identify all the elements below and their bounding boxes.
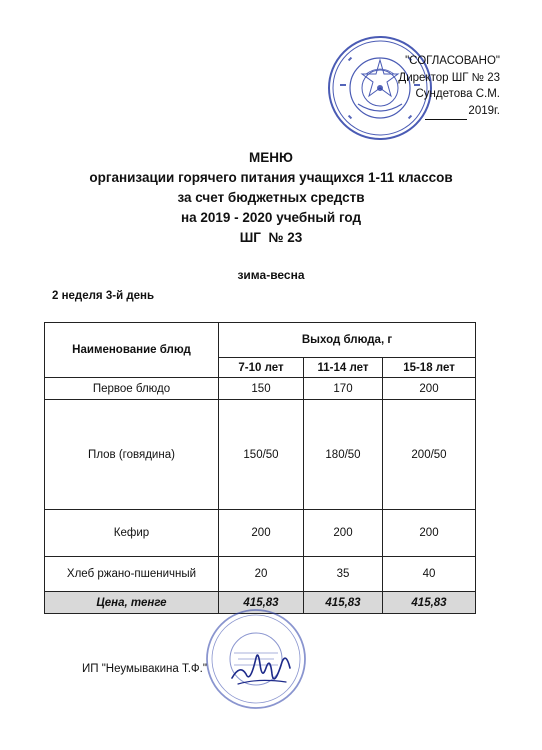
approval-date-suffix: 2019г. (468, 104, 500, 117)
price-value: 415,83 (219, 592, 304, 614)
signature-label: ИП "Неумывакина Т.Ф." (82, 663, 207, 675)
price-value: 415,83 (383, 592, 476, 614)
dish-value: 200 (219, 510, 304, 557)
dish-value: 40 (383, 557, 476, 592)
table-row (45, 557, 476, 592)
header-age-group: 7-10 лет (219, 358, 304, 378)
dish-value: 180/50 (304, 400, 383, 510)
approval-date (360, 103, 500, 121)
price-value: 415,83 (304, 592, 383, 614)
header-dish-name: Наименование блюд (45, 323, 219, 378)
dish-name: Плов (говядина) (45, 400, 219, 510)
dish-value: 150 (219, 378, 304, 400)
approval-block (360, 53, 500, 120)
table-header-row (45, 323, 476, 358)
approval-status: "СОГЛАСОВАНО" (405, 55, 500, 67)
title-line-5: ШГ № 23 (239, 230, 303, 245)
week-day-label: 2 неделя 3-й день (52, 290, 155, 302)
title-line-3: за счет бюджетных средств (177, 190, 365, 205)
header-age-group: 15-18 лет (383, 358, 476, 378)
dish-value: 200 (383, 510, 476, 557)
dish-value: 20 (219, 557, 304, 592)
handwritten-signature (228, 644, 298, 694)
table-row (45, 378, 476, 400)
dish-value: 150/50 (219, 400, 304, 510)
approval-person: Сундетова С.М. (415, 88, 500, 100)
dish-value: 200 (304, 510, 383, 557)
dish-name: Кефир (45, 510, 219, 557)
document-title (0, 148, 542, 248)
dish-name: Хлеб ржано-пшеничный (45, 557, 219, 592)
dish-value: 200/50 (383, 400, 476, 510)
title-line-2: организации горячего питания учащихся 1-11 классов (89, 170, 453, 185)
dish-name: Первое блюдо (45, 378, 219, 400)
header-output: Выход блюда, г (219, 323, 476, 358)
dish-value: 35 (304, 557, 383, 592)
title-line-4: на 2019 - 2020 учебный год (180, 210, 362, 225)
menu-table (44, 322, 476, 614)
table-row (45, 510, 476, 557)
dish-value: 200 (383, 378, 476, 400)
approval-position: Директор ШГ № 23 (398, 71, 500, 84)
table-row (45, 400, 476, 510)
price-label: Цена, тенге (45, 592, 219, 614)
date-blank-line (425, 103, 467, 121)
season-label: зима-весна (237, 268, 305, 282)
title-line-1: МЕНЮ (249, 150, 293, 165)
dish-value: 170 (304, 378, 383, 400)
header-age-group: 11-14 лет (304, 358, 383, 378)
